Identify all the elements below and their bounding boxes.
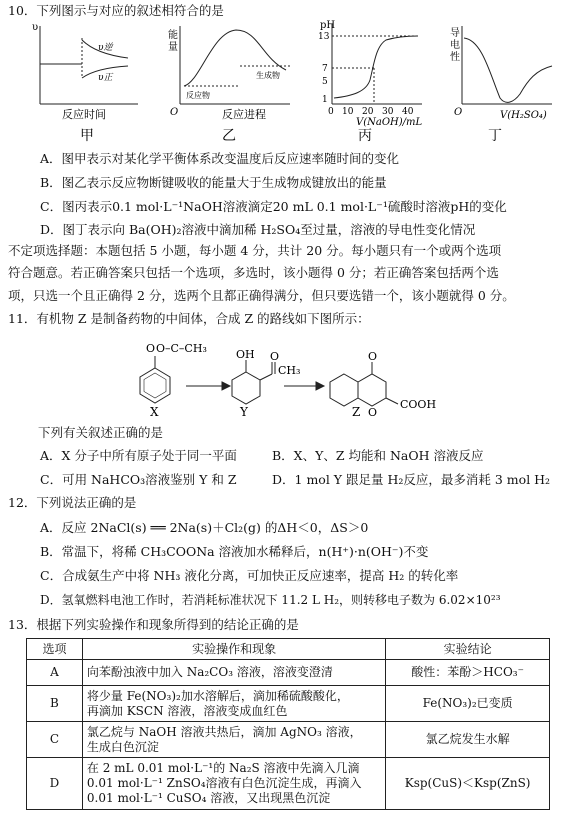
- table-row: [27, 758, 550, 810]
- row-a-op-line-1: 向苯酚浊液中加入 Na₂CO₃ 溶液，溶液变澄清: [86, 665, 333, 679]
- yi-y-label-1: 能: [168, 30, 178, 41]
- q10-option-b: B．图乙表示反应物断键吸收的能量大于生成物成键放出的能量: [40, 175, 387, 190]
- y-benzene-ring: [232, 372, 260, 404]
- bing-tick-x40: 40: [402, 107, 414, 117]
- figure-jia: [40, 26, 138, 104]
- q12-option-a: A．反应 2NaCl(s) ══ 2Na(s)＋Cl₂(g) 的ΔH＜0，ΔS＞0: [40, 520, 369, 535]
- ding-y-label-3: 性: [450, 52, 460, 63]
- figure-ding: [462, 26, 552, 104]
- bing-tick-1: 1: [322, 95, 328, 105]
- ding-x-label: V(H₂SO₄): [500, 110, 547, 121]
- arrow-x-to-y-head: [222, 382, 230, 390]
- row-d-op-line-2: 0.01 mol·L⁻¹ ZnSO₄溶液有白色沉淀生成，再滴入: [86, 776, 362, 790]
- label-x: X: [150, 405, 159, 419]
- row-d-conclusion: Ksp(CuS)＜Ksp(ZnS): [386, 758, 550, 810]
- row-b-op-line-2: 再滴加 KSCN 溶液，溶液变成血红色: [86, 703, 288, 718]
- q12-option-c: C．合成氨生产中将 NH₃ 液化分离，可加快正反应速率，提高 H₂ 的转化率: [40, 568, 459, 583]
- row-c-operation: [82, 722, 385, 758]
- bing-tick-x30: 30: [382, 107, 394, 117]
- q10-option-d: D．图丁表示向 Ba(OH)₂溶液中滴加稀 H₂SO₄至过量，溶液的导电性变化情况: [40, 222, 476, 237]
- q11-option-a: A．X 分子中所有原子处于同一平面: [40, 448, 237, 463]
- z-benzene-ring: [330, 374, 358, 406]
- bing-y-label: pH: [320, 20, 336, 31]
- yi-caption: 乙: [222, 128, 236, 144]
- instructions-line-3: 项，只选一个且正确得 2 分，选两个且都正确得满分，但只要选错一个，该小题就得 0 分。: [8, 288, 515, 303]
- y-acetyl-bond: [260, 374, 272, 380]
- q12-option-b: B．常温下，将稀 CH₃COONa 溶液加水稀释后，n(H⁺)·n(OH⁻)不变: [40, 544, 429, 559]
- q11-option-c: C．可用 NaHCO₃溶液鉴别 Y 和 Z: [40, 472, 237, 487]
- row-c-op-line-1: 氯乙烷与 NaOH 溶液共热后，滴加 AgNO₃ 溶液，: [86, 724, 362, 739]
- z-cooh-bond: [386, 398, 398, 404]
- bing-titration-curve: [334, 36, 418, 98]
- label-y: Y: [240, 405, 248, 419]
- row-b-operation: [82, 686, 385, 722]
- header-conclusion: 实验结论: [386, 639, 550, 660]
- q12-stem: 12．下列说法正确的是: [8, 495, 137, 510]
- bing-tick-x10: 10: [342, 107, 354, 117]
- row-c-op-line-2: 生成白色沉淀: [86, 739, 159, 754]
- jia-y-label: υ: [32, 22, 39, 33]
- z-ring-o-label: O: [368, 406, 378, 419]
- table-row: [27, 660, 550, 686]
- row-b-op-line-1: 将少量 Fe(NO₃)₂加水溶解后，滴加稀硫酸酸化，: [86, 688, 349, 703]
- table-header-row: [27, 639, 550, 660]
- bing-tick-7: 7: [322, 64, 328, 74]
- ding-conductivity-curve: [464, 38, 552, 102]
- bing-tick-5: 5: [322, 77, 328, 87]
- z-cooh-label: COOH: [400, 398, 437, 411]
- ding-y-label-1: 导: [450, 28, 460, 39]
- figure-bing: [332, 24, 422, 104]
- q13-table: [26, 638, 550, 810]
- y-o-label: O: [270, 350, 280, 363]
- z-pyranone-ring: [358, 374, 386, 406]
- row-b-conclusion: Fe(NO₃)₂已变质: [386, 686, 550, 722]
- header-operation: 实验操作和现象: [82, 639, 385, 660]
- bing-tick-13: 13: [318, 32, 330, 42]
- q11-option-b: B．X、Y、Z 均能和 NaOH 溶液反应: [272, 448, 484, 463]
- table-row: [27, 722, 550, 758]
- yi-reactant-label: 反应物: [186, 91, 210, 100]
- q12-option-d: D．氢氧燃料电池工作时，若消耗标准状况下 11.2 L H₂，则转移电子数为 6.02×10²³: [40, 593, 501, 607]
- arrow-y-to-z-head: [316, 382, 324, 390]
- q10-option-a: A．图甲表示对某化学平衡体系改变温度后反应速率随时间的变化: [40, 151, 400, 166]
- q10-stem: 10．下列图示与对应的叙述相符合的是: [8, 3, 224, 18]
- label-z: Z: [352, 405, 361, 419]
- q10-option-c: C．图丙表示0.1 mol·L⁻¹NaOH溶液滴定20 mL 0.1 mol·L⁻¹硫酸时溶液pH的变化: [40, 199, 507, 214]
- instructions-line-1: 不定项选择题：本题包括 5 小题，每小题 4 分，共计 20 分。每小题只有一个或两个选项: [8, 243, 502, 258]
- q11-stem: 11．有机物 Z 是制备药物的中间体，合成 Z 的路线如下图所示：: [8, 311, 370, 326]
- x-group-label: O–C–CH₃: [156, 342, 207, 355]
- q10-figures: [0, 18, 576, 168]
- bing-origin: 0: [328, 107, 334, 117]
- row-d-option: D: [27, 758, 83, 810]
- instructions-line-2: 符合题意。若正确答案只包括一个选项，多选时，该小题得 0 分；若正确答案包括两个选: [8, 265, 499, 280]
- row-d-operation: [82, 758, 385, 810]
- y-oh-label: OH: [236, 348, 255, 361]
- jia-curve-bottom-label: υ正: [98, 73, 113, 83]
- ding-caption: 丁: [488, 128, 502, 144]
- row-a-option: A: [27, 660, 83, 686]
- yi-y-label-2: 量: [168, 42, 178, 53]
- ding-y-label-2: 电: [450, 40, 460, 51]
- row-d-op-line-3: 0.01 mol·L⁻¹ CuSO₄ 溶液，又出现黑色沉淀: [86, 791, 331, 805]
- x-benzene-inner: [144, 373, 166, 398]
- x-o-label: O: [146, 342, 156, 355]
- row-d-op-line-1: 在 2 mL 0.01 mol·L⁻¹的 Na₂S 溶液中先滴入几滴: [86, 761, 360, 775]
- jia-curve-top-label: υ逆: [98, 43, 113, 53]
- q13-stem: 13．根据下列实验操作和现象所得到的结论正确的是: [8, 617, 299, 632]
- bing-tick-x20: 20: [362, 107, 374, 117]
- bing-x-label: V(NaOH)/mL: [356, 117, 423, 128]
- row-b-option: B: [27, 686, 83, 722]
- q11-option-d: D．1 mol Y 跟足量 H₂反应，最多消耗 3 mol H₂: [272, 472, 551, 487]
- header-option: 选项: [27, 639, 83, 660]
- q11-ask: 下列有关叙述正确的是: [38, 425, 164, 440]
- row-a-conclusion: 酸性：苯酚＞HCO₃⁻: [386, 660, 550, 686]
- q11-synthesis-scheme: [0, 330, 576, 420]
- jia-x-label: 反应时间: [62, 108, 106, 121]
- row-a-operation: [82, 660, 385, 686]
- row-c-conclusion: 氯乙烷发生水解: [386, 722, 550, 758]
- ding-origin: O: [454, 107, 463, 118]
- row-c-option: C: [27, 722, 83, 758]
- z-o-label: O: [368, 350, 378, 363]
- yi-x-label: 反应进程: [222, 108, 266, 121]
- yi-product-label: 生成物: [256, 71, 280, 80]
- table-row: [27, 686, 550, 722]
- yi-origin: O: [170, 107, 179, 118]
- y-ch3-label: CH₃: [278, 364, 301, 377]
- jia-caption: 甲: [80, 128, 94, 144]
- bing-caption: 丙: [358, 128, 372, 144]
